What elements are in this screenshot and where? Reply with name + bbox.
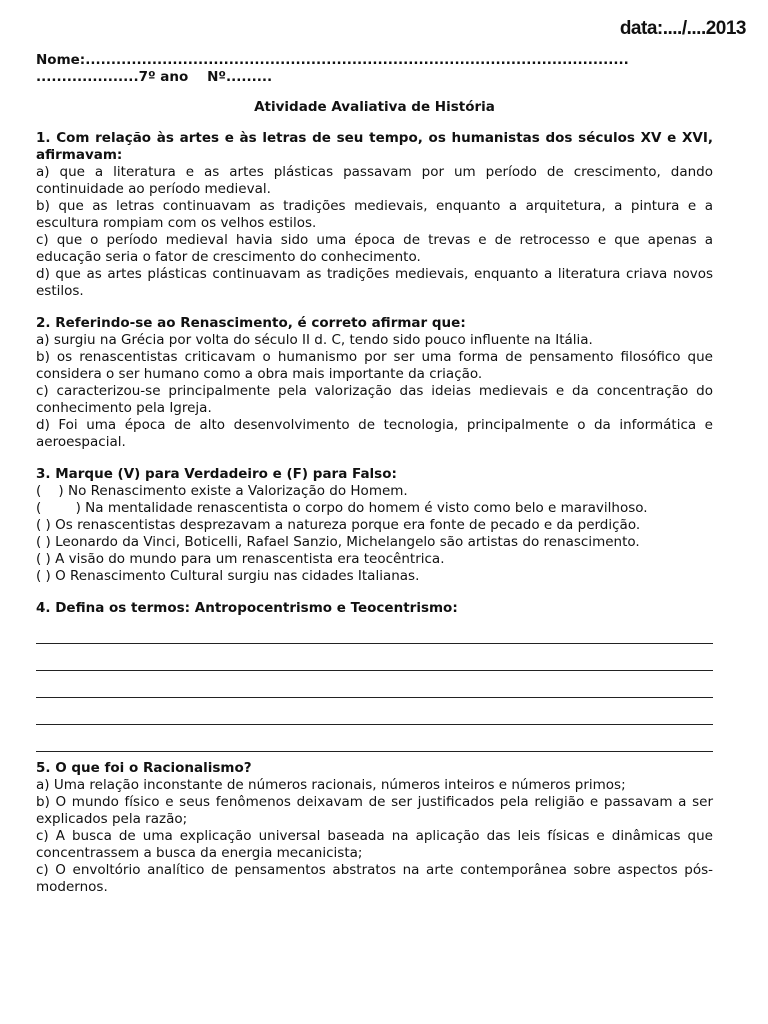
- answer-line[interactable]: [36, 617, 713, 644]
- question-1-option-d: d) que as artes plásticas continuavam as tradições medievais, enquanto a literatura criava novos estilos.: [36, 266, 713, 299]
- question-3-title: 3. Marque (V) para Verdadeiro e (F) para Falso:: [36, 466, 397, 482]
- date-field: data:..../....2013: [619, 18, 746, 39]
- question-1-option-a: a) que a literatura e as artes plásticas passavam por um período de crescimento, dando continuidade ao período medieval.: [36, 164, 713, 197]
- answer-lines: [36, 617, 713, 752]
- name-line: Nome:..........................................................................................................: [36, 52, 629, 68]
- question-3: [36, 466, 713, 585]
- question-1-option-b: b) que as letras continuavam as tradições medievais, enquanto a arquitetura, a pintura e a escultura rompiam com os velhos estilos.: [36, 198, 713, 231]
- question-3-item-6: ( ) O Renascimento Cultural surgiu nas cidades Italianas.: [36, 568, 420, 584]
- answer-line[interactable]: [36, 698, 713, 725]
- question-3-item-1: ( ) No Renascimento existe a Valorização do Homem.: [36, 483, 408, 499]
- question-5-option-b: b) O mundo físico e seus fenômenos deixavam de ser justificados pela religião e passavam a ser explicados pela razão;: [36, 794, 713, 827]
- question-1-option-c: c) que o período medieval havia sido uma época de trevas e de retrocesso e que apenas a educação seria o fator de crescimento do conhecimento.: [36, 232, 713, 265]
- question-5-option-a: a) Uma relação inconstante de números racionais, números inteiros e números primos;: [36, 777, 626, 793]
- question-2-option-b: b) os renascentistas criticavam o humanismo por ser uma forma de pensamento filosófico que considera o ser humano como a obra mais importante da criação.: [36, 349, 713, 382]
- question-3-item-5: ( ) A visão do mundo para um renascentista era teocêntrica.: [36, 551, 445, 567]
- question-3-item-4: ( ) Leonardo da Vinci, Boticelli, Rafael Sanzio, Michelangelo são artistas do renascimento.: [36, 534, 640, 550]
- worksheet: [36, 52, 713, 896]
- question-2-option-a: a) surgiu na Grécia por volta do século II d. C, tendo sido pouco influente na Itália.: [36, 332, 593, 348]
- question-2-option-d: d) Foi uma época de alto desenvolvimento de tecnologia, principalmente o da informática e aeroespacial.: [36, 417, 713, 450]
- question-2: [36, 315, 713, 451]
- question-3-item-3: ( ) Os renascentistas desprezavam a natureza porque era fonte de pecado e da perdição.: [36, 517, 641, 533]
- question-1-title: 1. Com relação às artes e às letras de seu tempo, os humanistas dos séculos XV e XVI, afirmavam:: [36, 130, 713, 163]
- question-4-title: 4. Defina os termos: Antropocentrismo e Teocentrismo:: [36, 600, 458, 616]
- answer-line[interactable]: [36, 725, 713, 752]
- question-5-option-c: c) A busca de uma explicação universal baseada na aplicação das leis físicas e dinâmicas que concentrassem a busca da energia mecanicista;: [36, 828, 713, 861]
- question-4: [36, 600, 713, 752]
- question-2-title: 2. Referindo-se ao Renascimento, é correto afirmar que:: [36, 315, 466, 331]
- question-5-option-d: c) O envoltório analítico de pensamentos abstratos na arte contemporânea sobre aspectos pós-modernos.: [36, 862, 713, 895]
- question-3-item-2: ( ) Na mentalidade renascentista o corpo do homem é visto como belo e maravilhoso.: [36, 500, 648, 516]
- question-5-title: 5. O que foi o Racionalismo?: [36, 760, 252, 776]
- question-1: [36, 130, 713, 300]
- question-2-option-c: c) caracterizou-se principalmente pela valorização das ideias medievais e da concentração do conhecimento pela Igreja.: [36, 383, 713, 416]
- page-title: Atividade Avaliativa de História: [254, 99, 495, 115]
- answer-line[interactable]: [36, 671, 713, 698]
- question-5: [36, 760, 713, 896]
- answer-line[interactable]: [36, 644, 713, 671]
- class-line: ....................7º ano Nº.........: [36, 69, 273, 85]
